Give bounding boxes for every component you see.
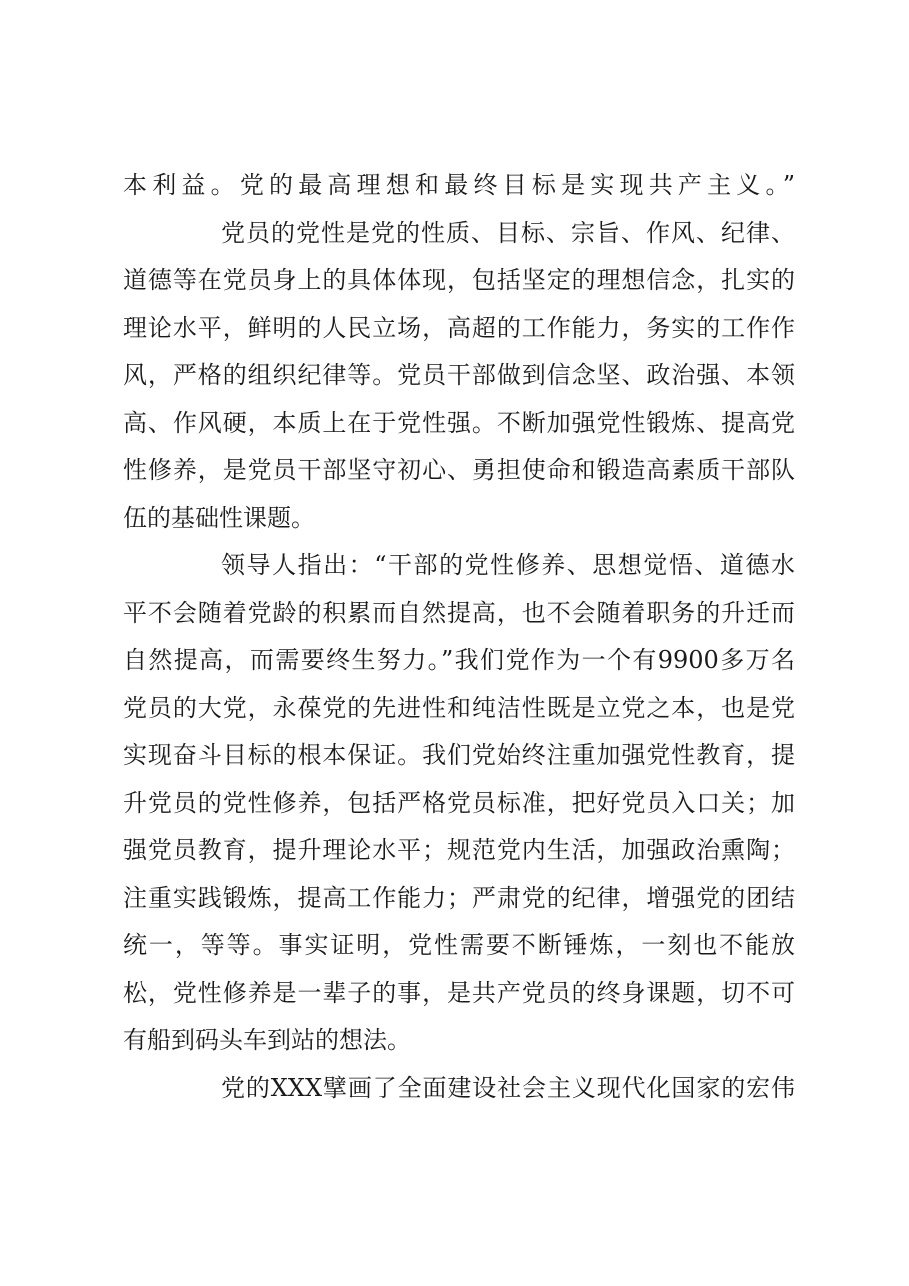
body-text xyxy=(123,162,795,1112)
text-line: 注重实践锻炼，提高工作能力；严肃党的纪律，增强党的团结 xyxy=(123,883,795,912)
text-line: 道德等在党员身上的具体体现，包括坚定的理想信念，扎实的 xyxy=(123,266,795,294)
text-line: 自然提高，而需要终生努力。”我们党作为一个有9900多万名 xyxy=(123,646,795,674)
text-line: 性修养，是党员干部坚守初心、勇担使命和锻造高素质干部队 xyxy=(123,456,795,484)
text-line: 本利益。党的最高理想和最终目标是实现共产主义。” xyxy=(123,171,795,199)
text-line: 高、作风硬，本质上在于党性强。不断加强党性锻炼、提高党 xyxy=(123,408,795,437)
text-line: 强党员教育，提升理论水平；规范党内生活，加强政治熏陶； xyxy=(123,836,795,864)
paragraph-start-line: 领导人指出：“干部的党性修养、思想觉悟、道德水 xyxy=(221,551,795,579)
text-line: 风，严格的组织纪律等。党员干部做到信念坚、政治强、本领 xyxy=(123,361,795,389)
text-line: 统一，等等。事实证明，党性需要不断锤炼，一刻也不能放 xyxy=(123,931,795,959)
text-line: 理论水平，鲜明的人民立场，高超的工作能力，务实的工作作 xyxy=(123,313,795,342)
text-line: 实现奋斗目标的根本保证。我们党始终注重加强党性教育，提 xyxy=(123,741,795,769)
text-line: 党员的大党，永葆党的先进性和纯洁性既是立党之本，也是党 xyxy=(123,693,795,722)
paragraph-start-line: 党的XXX擘画了全面建设社会主义现代化国家的宏伟 xyxy=(221,1073,795,1102)
paragraph-start-line: 党员的党性是党的性质、目标、宗旨、作风、纪律、 xyxy=(221,218,795,247)
text-line: 松，党性修养是一辈子的事，是共产党员的终身课题，切不可 xyxy=(123,978,795,1007)
paragraph-end-line: 伍的基础性课题。 xyxy=(123,503,315,532)
paragraph-end-line: 有船到码头车到站的想法。 xyxy=(123,1026,411,1054)
text-line: 升党员的党性修养，包括严格党员标准，把好党员入口关；加 xyxy=(123,788,795,817)
text-line: 平不会随着党龄的积累而自然提高，也不会随着职务的升迁而 xyxy=(123,598,795,627)
